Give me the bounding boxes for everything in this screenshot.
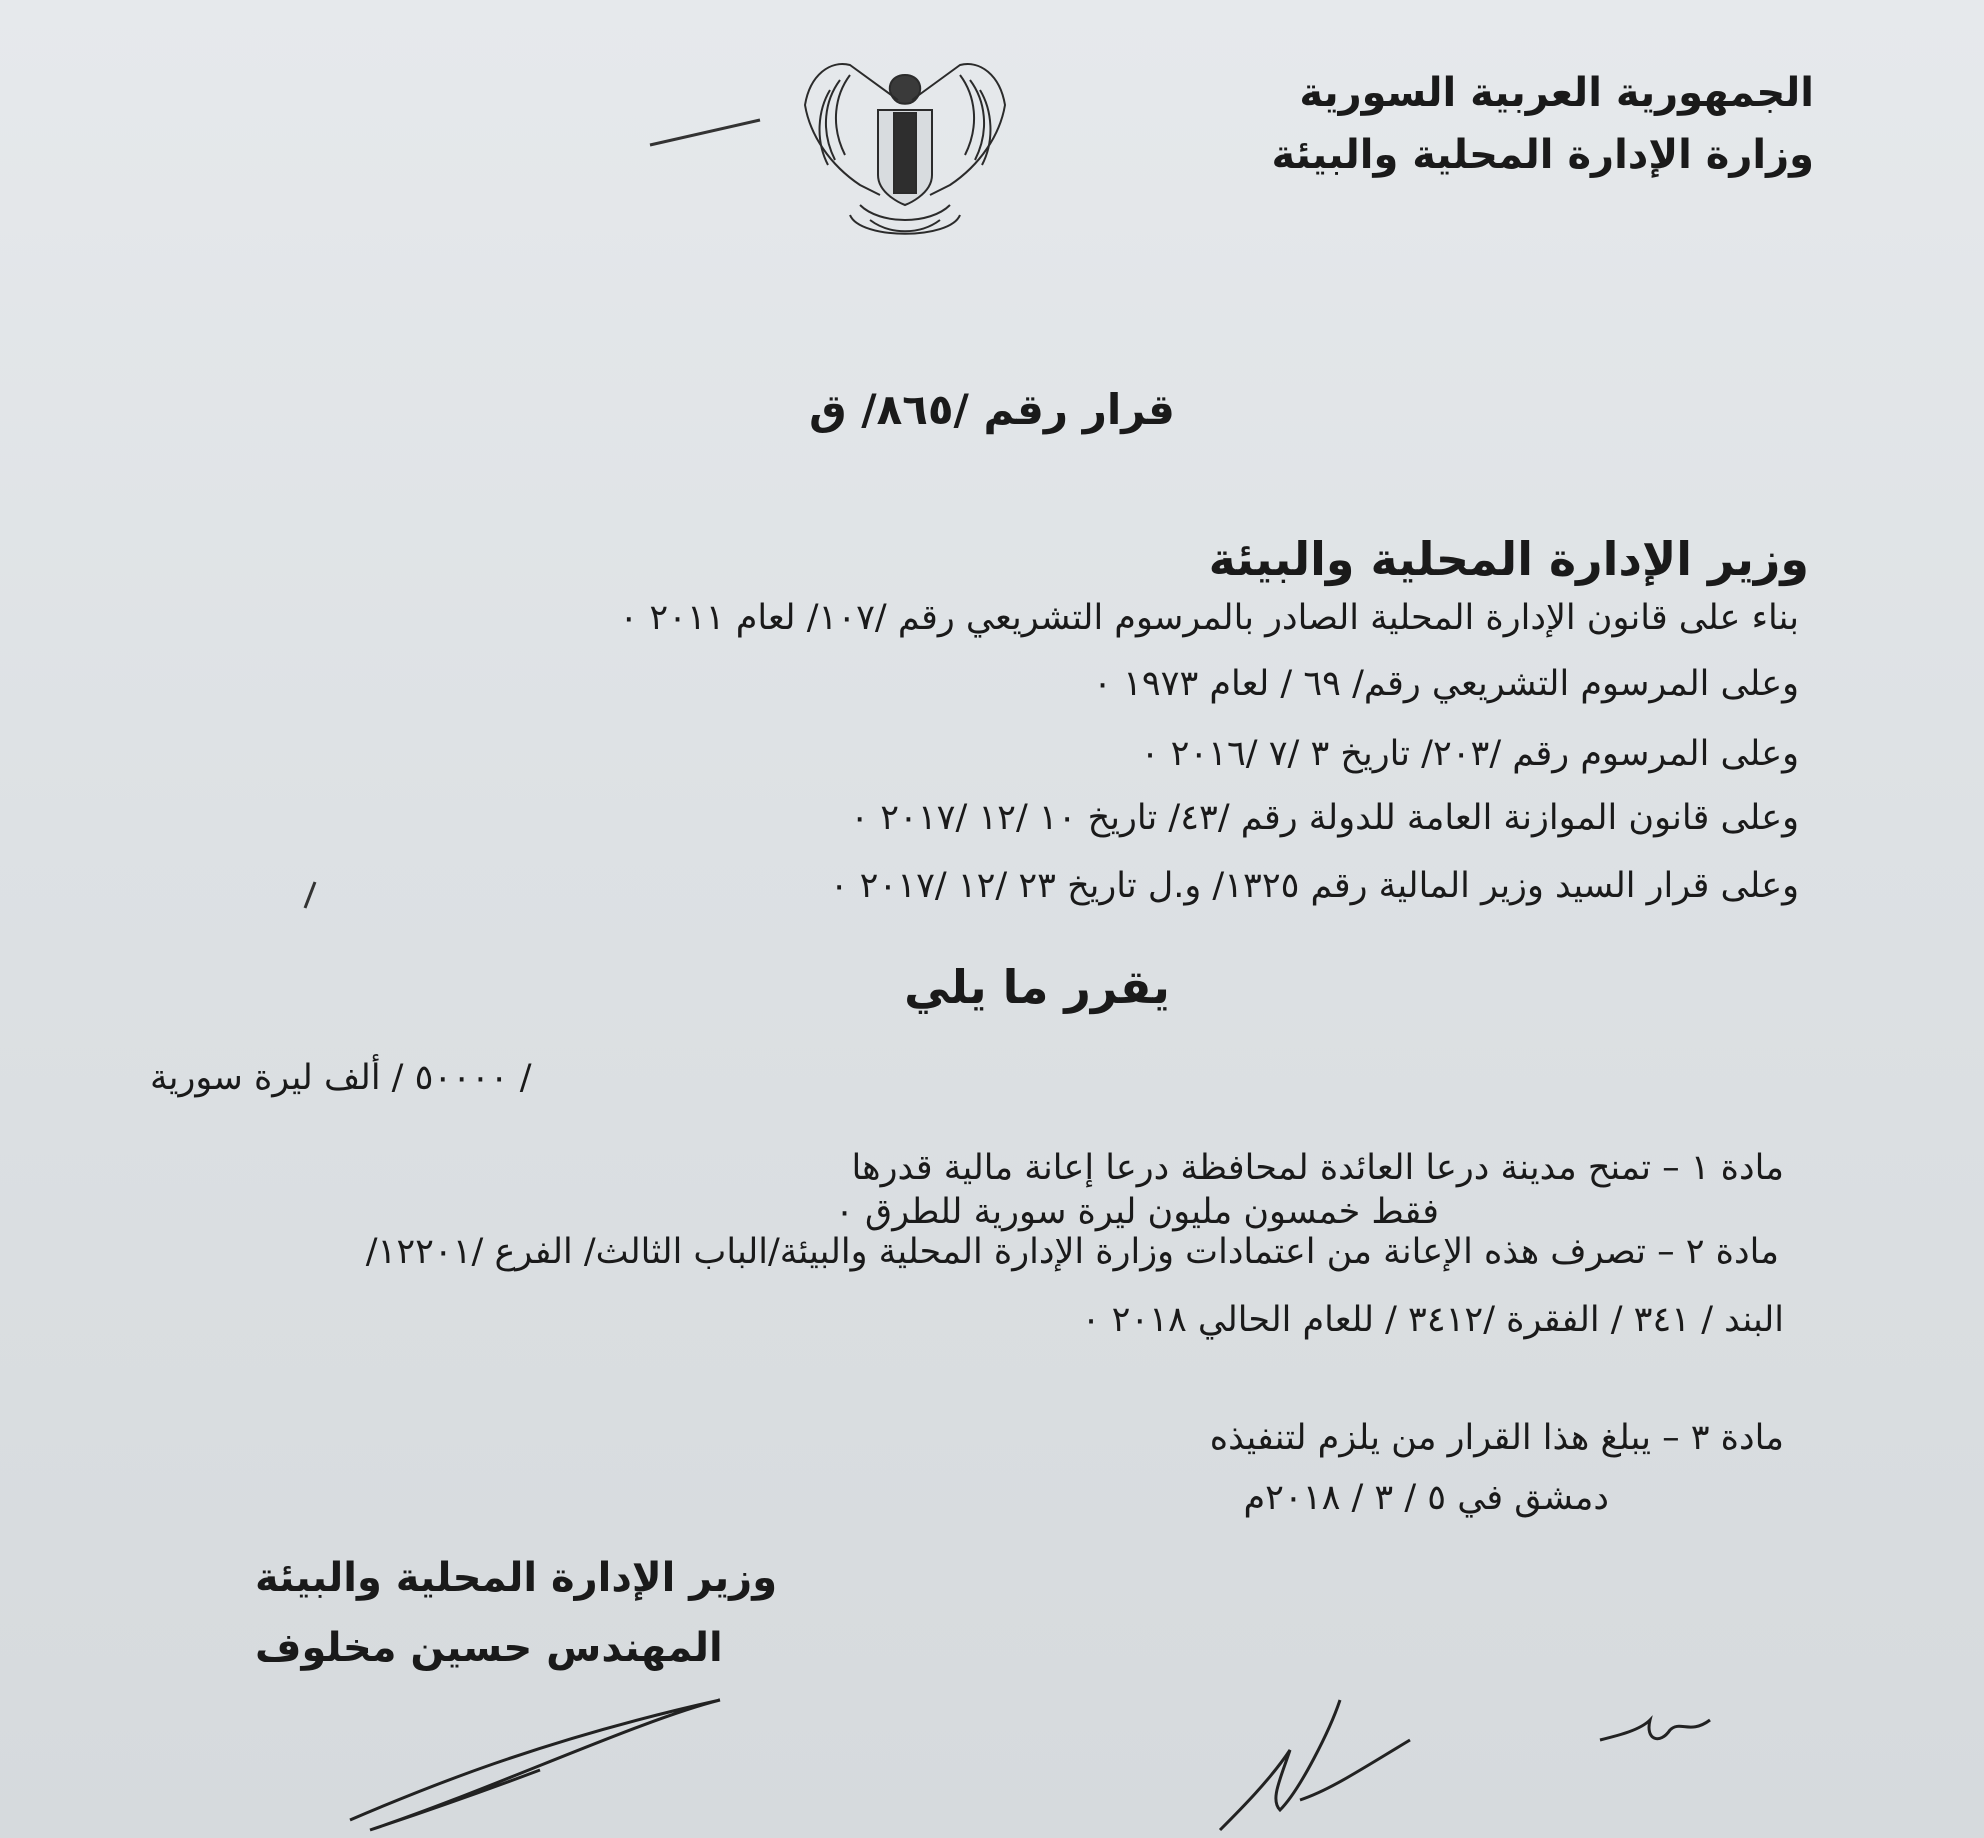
article-2-budget-line: البند / ٣٤١ / الفقرة /٣٤١٢ / للعام الحالي ٢٠١٨ ٠ xyxy=(1081,1300,1784,1340)
handwritten-signature-left xyxy=(340,1680,740,1838)
preamble-line: وعلى قانون الموازنة العامة للدولة رقم /٤٣/ تاريخ ١٠ /١٢ /٢٠١٧ ٠ xyxy=(850,798,1799,838)
article-1-amount-words: فقط خمسون مليون ليرة سورية للطرق ٠ xyxy=(835,1192,1439,1232)
signature-name: المهندس حسين مخلوف xyxy=(255,1625,723,1671)
header-country: الجمهورية العربية السورية xyxy=(1299,70,1814,116)
place-date: دمشق في ٥ / ٣ / ٢٠١٨م xyxy=(1243,1478,1609,1518)
decision-number: قرار رقم /٨٦٥/ ق xyxy=(809,385,1175,434)
pen-mark xyxy=(300,880,320,910)
handwritten-initial xyxy=(1590,1690,1720,1760)
preamble-line: وعلى قرار السيد وزير المالية رقم ١٣٢٥/ و.ل تاريخ ٢٣ /١٢ /٢٠١٧ ٠ xyxy=(829,866,1799,906)
article-2-line: مادة ٢ – تصرف هذه الإعانة من اعتمادات وزارة الإدارة المحلية والبيئة/الباب الثالث/ الفرع /١٢٢٠١/ xyxy=(365,1232,1779,1272)
signature-title: وزير الإدارة المحلية والبيئة xyxy=(255,1555,778,1601)
preamble-line: وعلى المرسوم التشريعي رقم/ ٦٩ / لعام ١٩٧٣ ٠ xyxy=(1093,664,1799,704)
handwritten-signature-right xyxy=(1210,1690,1430,1838)
pen-mark xyxy=(645,110,765,150)
preamble-line: وعلى المرسوم رقم /٢٠٣/ تاريخ ٣ /٧ /٢٠١٦ ٠ xyxy=(1140,734,1799,774)
header-ministry: وزارة الإدارة المحلية والبيئة xyxy=(1271,132,1814,178)
preamble-line: بناء على قانون الإدارة المحلية الصادر بالمرسوم التشريعي رقم /١٠٧/ لعام ٢٠١١ ٠ xyxy=(619,598,1799,638)
article-3-line: مادة ٣ – يبلغ هذا القرار من يلزم لتنفيذه xyxy=(1209,1418,1784,1458)
eagle-emblem-icon xyxy=(790,55,1020,265)
issuer-title: وزير الإدارة المحلية والبيئة xyxy=(1208,532,1809,586)
article-1-amount: / ٥٠٠٠٠ / ألف ليرة سورية xyxy=(150,1058,532,1098)
article-1-line: مادة ١ – تمنح مدينة درعا العائدة لمحافظة درعا إعانة مالية قدرها xyxy=(851,1148,1784,1188)
decides-heading: يقرر ما يلي xyxy=(904,960,1170,1014)
